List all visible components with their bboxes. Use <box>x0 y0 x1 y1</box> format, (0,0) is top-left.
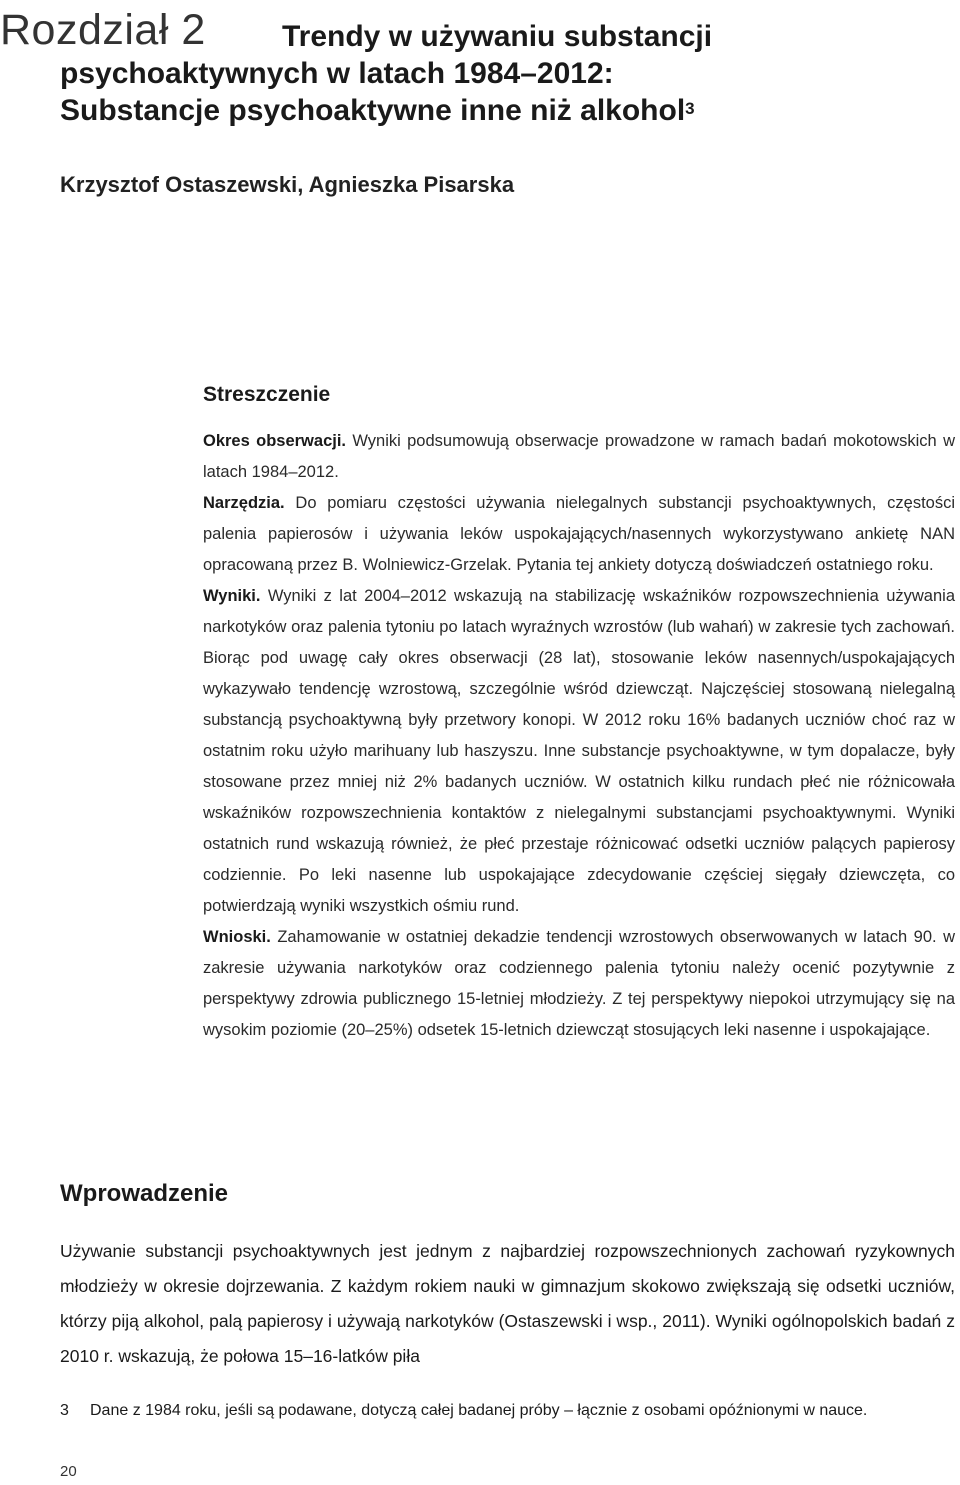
abstract <box>203 380 955 1046</box>
introduction <box>60 1176 955 1374</box>
footnote <box>60 1397 960 1425</box>
abstract-lead-tools: Narzędzia. <box>203 494 285 512</box>
title-footnote-mark[interactable]: 3 <box>685 99 695 118</box>
abstract-paragraph-results <box>203 581 955 922</box>
abstract-paragraph-period <box>203 426 955 488</box>
intro-paragraph: Używanie substancji psychoaktywnych jest jednym z najbardziej rozpowszechnionych zachowań ryzykownych młodzieży w okresie dojrzewania. Z każdym rokiem nauki w gimnazjum skokowo zwiększają się odsetki uczniów, którzy piją alkohol, palą papierosy i używają narkotyków (Ostaszewski i wsp., 2011). Wyniki ogólnopolskich badań z 2010 r. wskazują, że połowa 15–16-latków piła <box>60 1241 955 1366</box>
page-number: 20 <box>60 1463 77 1480</box>
intro-heading: Wprowadzenie <box>60 1180 229 1207</box>
footnote-number: 3 <box>60 1402 69 1419</box>
authors: Krzysztof Ostaszewski, Agnieszka Pisarska <box>60 172 515 197</box>
abstract-paragraph-tools <box>203 488 955 581</box>
chapter-title-text: Trendy w używaniu substancji psychoaktywnych w latach 1984–2012: Substancje psychoaktywne inne niż alkohol <box>60 20 713 127</box>
abstract-text-conclusions: Zahamowanie w ostatniej dekadzie tendencji wzrostowych obserwowanych w latach 90. w zakresie używania narkotyków oraz codziennego palenia tytoniu należy ocenić pozytywnie z perspektywy zdrowia publicznego 15-letniej młodzieży. Z tej perspektywy niepokoi utrzymujący się na wysokim poziomie (20–25%) odsetek 15-letnich dziewcząt stosujących leki nasenne i uspokajające. <box>203 928 955 1039</box>
abstract-text-period: Wyniki podsumowują obserwacje prowadzone w ramach badań mokotowskich w latach 1984–2012. <box>203 432 955 481</box>
footnote-text: Dane z 1984 roku, jeśli są podawane, dotyczą całej badanej próby – łącznie z osobami opóźnionymi w nauce. <box>90 1402 868 1419</box>
abstract-heading: Streszczenie <box>203 383 331 406</box>
abstract-lead-period: Okres obserwacji. <box>203 432 346 450</box>
chapter-label: Rozdział 2 <box>0 6 206 54</box>
abstract-text-results: Wyniki z lat 2004–2012 wskazują na stabilizację wskaźników rozpowszechnienia używania narkotyków oraz palenia tytoniu po latach wyraźnych wzrostów (lub wahań) w zakresie tych zachowań. Biorąc pod uwagę cały okres obserwacji (28 lat), stosowanie leków nasennych/uspokajających wykazywało tendencję wzrostową, szczególnie wśród dziewcząt. Najczęściej stosowaną nielegalną substancją psychoaktywną były przetwory konopi. W 2012 roku 16% badanych uczniów choć raz w ostatnim roku użyło marihuany lub haszyszu. Inne substancje psychoaktywne, w tym dopalacze, były stosowane przez mniej niż 2% badanych uczniów. W ostatnich kilku rundach płeć nie różnicowała wskaźników rozpowszechnienia kontaktów z nielegalnymi substancjami psychoaktywnymi. Wyniki ostatnich rund wskazują również, że płeć przestaje różnicować odsetki uczniów palących papierosy codziennie. Po leki nasenne lub uspokajające zdecydowanie częściej sięgały dziewczęta, co potwierdzają wyniki wszystkich ośmiu rund. <box>203 587 955 915</box>
abstract-paragraph-conclusions <box>203 922 955 1046</box>
abstract-text-tools: Do pomiaru częstości używania nielegalnych substancji psychoaktywnych, częstości palenia papierosów i używania leków uspokajających/nasennych wykorzystywano ankietę NAN opracowaną przez B. Wolniewicz-Grzelak. Pytania tej ankiety dotyczą doświadczeń ostatniego roku. <box>203 494 955 574</box>
chapter-title <box>60 18 760 129</box>
abstract-lead-conclusions: Wnioski. <box>203 928 271 946</box>
abstract-lead-results: Wyniki. <box>203 587 261 605</box>
